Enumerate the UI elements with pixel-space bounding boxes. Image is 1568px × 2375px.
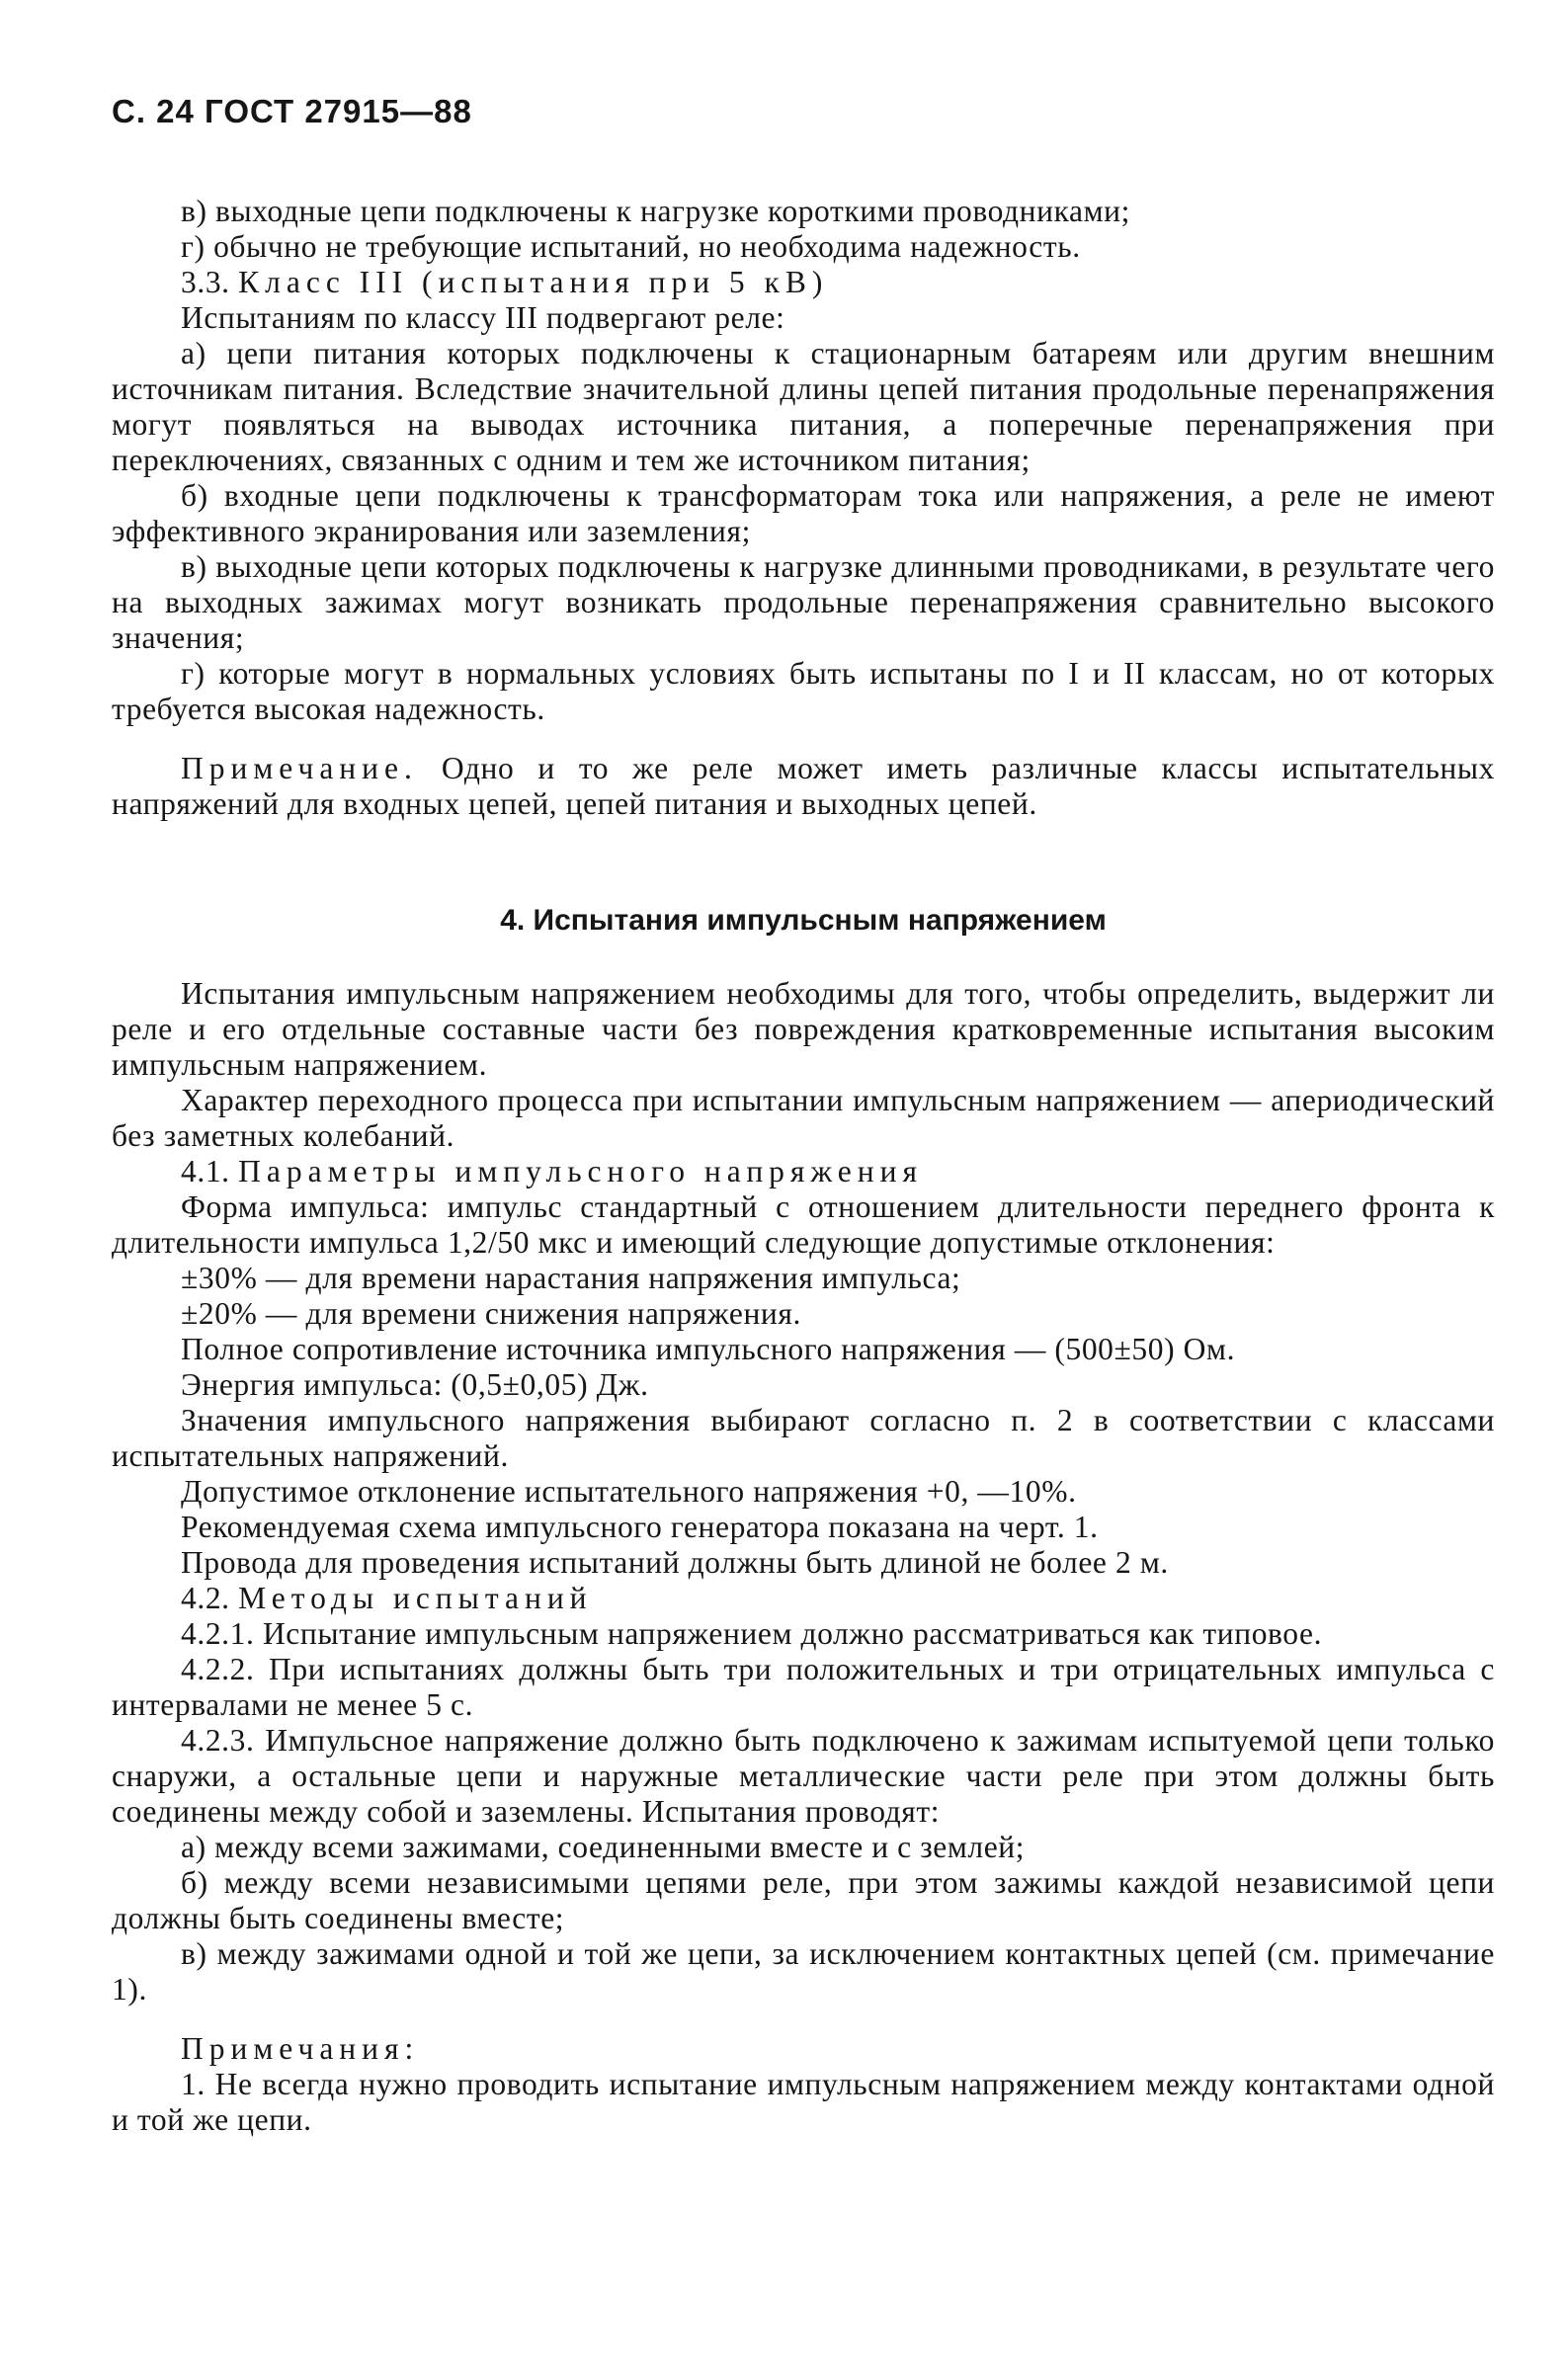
section-4-heading: 4. Испытания импульсным напряжением xyxy=(500,904,1107,937)
note-label: Примечание. xyxy=(181,751,418,785)
paragraph: в) между зажимами одной и той же цепи, за исключением контактных цепей (см. примечание 1). xyxy=(112,1936,1495,2006)
note-text: Одно и то же реле может иметь различные классы испытательных напряжений для входных цепей, цепей питания и выходных цепей. xyxy=(112,751,1495,821)
paragraph: Характер переходного процесса при испытании импульсным напряжением — апериодический без заметных колебаний. xyxy=(112,1083,1495,1153)
paragraph: Значения импульсного напряжения выбирают согласно п. 2 в соответствии с классами испытательных напряжений. xyxy=(112,1403,1495,1473)
paragraph: 4.2.3. Импульсное напряжение должно быть подключено к зажимам испытуемой цепи только снаружи, а остальные цепи и наружные металлические части реле при этом должны быть соединены между собой и заземлены. Испытания проводят: xyxy=(112,1723,1495,1829)
paragraph: ±30% — для времени нарастания напряжения импульса; xyxy=(181,1261,961,1295)
paragraph: Рекомендуемая схема импульсного генератора показана на черт. 1. xyxy=(181,1510,1099,1544)
page-header: С. 24 ГОСТ 27915—88 xyxy=(112,93,472,129)
paragraph: в) выходные цепи которых подключены к нагрузке длинными проводниками, в результате чего на выходных зажимах могут возникать продольные перенапряжения сравнительно высокого значения; xyxy=(112,549,1495,655)
paragraph: а) между всеми зажимами, соединенными вместе и с землей; xyxy=(181,1830,1026,1864)
note-item: 1. Не всегда нужно проводить испытание импульсным напряжением между контактами одной и той же цепи. xyxy=(112,2067,1495,2137)
paragraph: б) входные цепи подключены к трансформаторам тока или напряжения, а реле не имеют эффективного экранирования или заземления; xyxy=(112,478,1495,548)
paragraph: б) между всеми независимыми цепями реле, при этом зажимы каждой независимой цепи должны быть соединены вместе; xyxy=(112,1865,1495,1935)
paragraph: Провода для проведения испытаний должны быть длиной не более 2 м. xyxy=(181,1545,1169,1580)
paragraph: ±20% — для времени снижения напряжения. xyxy=(181,1296,801,1331)
paragraph: Испытаниям по классу III подвергают реле: xyxy=(181,300,785,335)
subsection-4-1-title xyxy=(112,1154,1495,1189)
paragraph: а) цепи питания которых подключены к стационарным батареям или другим внешним источникам питания. Вследствие значительной длины цепей питания продольные перенапряжения могут появляться на выводах источника питания, а поперечные перенапряжения при переключениях, связанных с одним и тем же источником питания; xyxy=(112,336,1495,477)
subsection-4-2-title xyxy=(112,1581,1495,1616)
note xyxy=(112,751,1495,822)
class-3-title xyxy=(112,265,1495,300)
class-3-number: 3.3. xyxy=(181,265,230,299)
notes-label: Примечания: xyxy=(181,2031,420,2066)
paragraph: Энергия импульса: (0,5±0,05) Дж. xyxy=(181,1367,649,1402)
section-3-continuation xyxy=(112,194,1495,822)
subsection-number: 4.2. xyxy=(181,1581,230,1615)
paragraph: 4.2.2. При испытаниях должны быть три положительных и три отрицательных импульса с интервалами не менее 5 с. xyxy=(112,1652,1495,1722)
paragraph: г) которые могут в нормальных условиях быть испытаны по I и II классам, но от которых требуется высокая надежность. xyxy=(112,656,1495,726)
class-3-title-text: Класс III (испытания при 5 кВ) xyxy=(238,265,829,299)
section-4-body xyxy=(112,976,1495,2138)
subsection-number: 4.1. xyxy=(181,1154,230,1188)
paragraph: Полное сопротивление источника импульсного напряжения — (500±50) Ом. xyxy=(181,1332,1236,1366)
paragraph: Допустимое отклонение испытательного напряжения +0, —10%. xyxy=(181,1474,1077,1509)
paragraph: г) обычно не требующие испытаний, но необходима надежность. xyxy=(181,229,1081,264)
paragraph: Форма импульса: импульс стандартный с отношением длительности переднего фронта к длительности импульса 1,2/50 мкс и имеющий следующие допустимые отклонения: xyxy=(112,1189,1495,1260)
paragraph: Испытания импульсным напряжением необходимы для того, чтобы определить, выдержит ли реле и его отдельные составные части без повреждения кратковременные испытания высоким импульсным напряжением. xyxy=(112,976,1495,1082)
subsection-title: Параметры импульсного напряжения xyxy=(238,1154,923,1188)
paragraph: в) выходные цепи подключены к нагрузке короткими проводниками; xyxy=(181,194,1130,228)
subsection-title: Методы испытаний xyxy=(238,1581,593,1615)
paragraph: 4.2.1. Испытание импульсным напряжением должно рассматриваться как типовое. xyxy=(181,1616,1323,1651)
